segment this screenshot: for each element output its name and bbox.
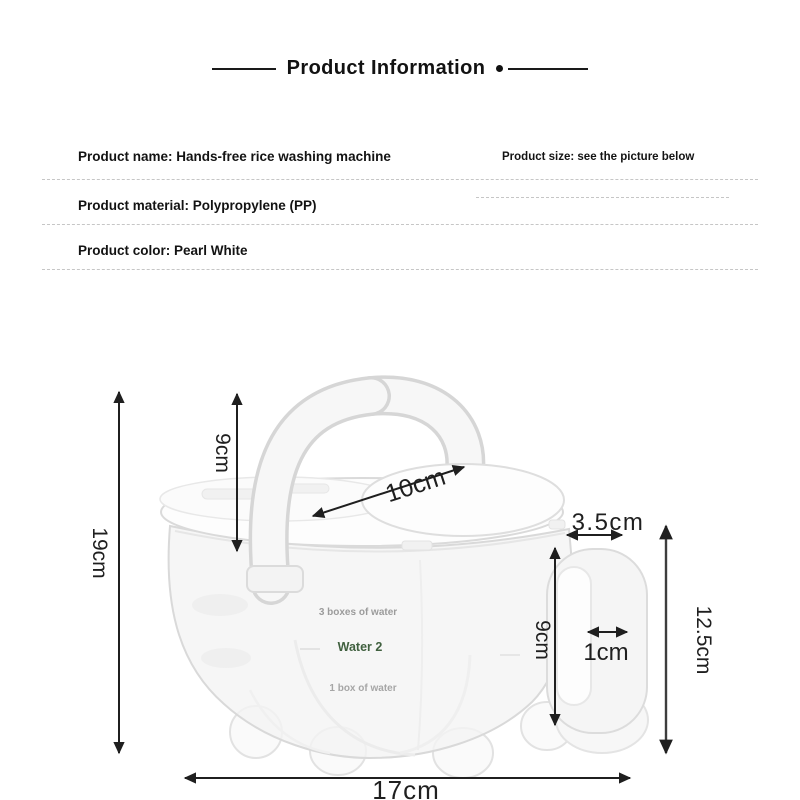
dim-label-overall-height: 19cm bbox=[88, 527, 111, 579]
dim-label-overall-width: 17cm bbox=[372, 775, 440, 800]
product-material-label: Product material: Polypropylene (PP) bbox=[78, 198, 317, 213]
product-size-label: Product size: see the picture below bbox=[502, 151, 695, 163]
dim-label-body-height: 12.5cm bbox=[692, 605, 715, 675]
product-diagram bbox=[0, 370, 800, 800]
divider-dashed bbox=[42, 179, 758, 180]
lid-latch bbox=[549, 520, 565, 529]
header bbox=[0, 57, 800, 80]
marking-1-box-of-water: 1 box of water bbox=[329, 683, 397, 694]
embossed-mark bbox=[201, 648, 251, 668]
dim-label-spout-gap: 3.5cm bbox=[571, 509, 645, 536]
divider-dashed bbox=[42, 224, 758, 225]
marking-water-2: Water 2 bbox=[337, 640, 383, 654]
divider-dashed bbox=[42, 269, 758, 270]
side-handle-hole bbox=[557, 567, 591, 705]
marking-3-boxes-of-water: 3 boxes of water bbox=[318, 607, 398, 618]
dim-label-handle-thickness: 1cm bbox=[583, 639, 629, 666]
lid-latch bbox=[402, 541, 432, 550]
dim-label-handle-opening: 9cm bbox=[531, 620, 554, 660]
handle-mount bbox=[247, 566, 303, 592]
page-title: Product Information bbox=[286, 57, 486, 79]
title-rule-dot bbox=[496, 65, 503, 72]
product-color-label: Product color: Pearl White bbox=[78, 243, 248, 258]
lid-slot bbox=[202, 489, 258, 499]
dim-label-lid-diameter: 10cm bbox=[382, 462, 449, 509]
embossed-mark bbox=[192, 594, 248, 616]
divider-dashed-partial bbox=[476, 197, 729, 198]
title-rule-right bbox=[508, 68, 588, 70]
dim-label-handle-height: 9cm bbox=[211, 433, 234, 473]
title-rule-left bbox=[212, 68, 276, 70]
product-name-label: Product name: Hands-free rice washing machine bbox=[78, 149, 391, 164]
